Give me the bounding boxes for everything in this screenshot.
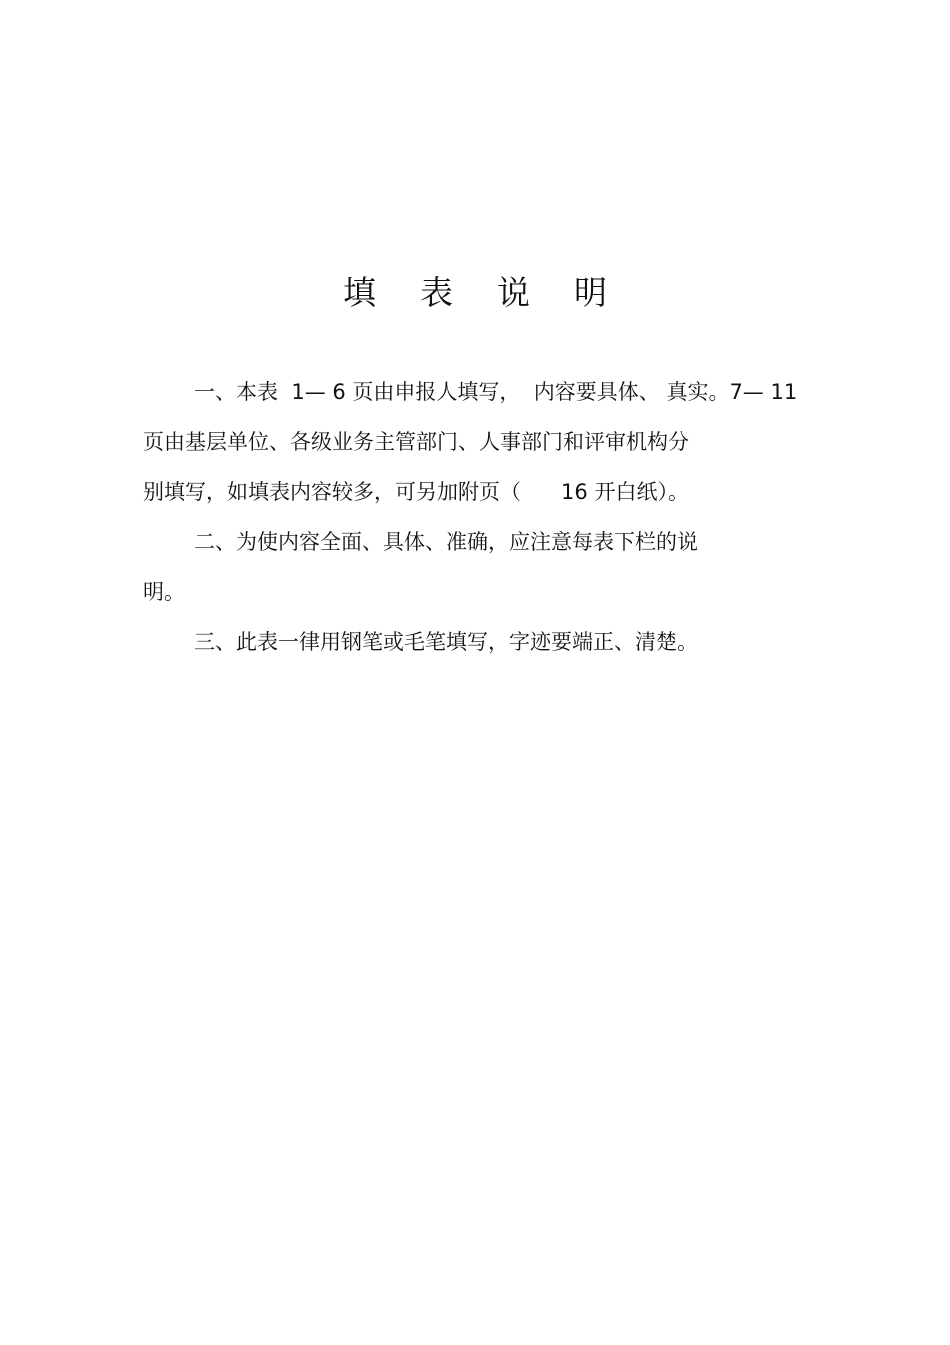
instruction-3-line-1: 三、此表一律用钢笔或毛笔填写，字迹要端正、清楚。 [194, 630, 698, 654]
instruction-1-line-3: 别填写，如填表内容较多，可另加附页（ 16 开白纸）。 [143, 480, 689, 504]
instruction-2-line-2: 明。 [143, 580, 185, 604]
instruction-1-line-1: 一、本表 1— 6 页由申报人填写， 内容要具体、 真实。7— 11 [194, 380, 798, 404]
title-char: 说 [497, 273, 530, 312]
instruction-1-line-2: 页由基层单位、各级业务主管部门、人事部门和评审机构分 [143, 430, 689, 454]
instruction-2-line-1: 二、为使内容全面、具体、准确，应注意每表下栏的说 [194, 530, 698, 554]
title-char: 表 [420, 273, 453, 312]
title-char: 明 [574, 273, 607, 312]
title-char: 填 [343, 273, 376, 312]
page-title [0, 268, 950, 318]
